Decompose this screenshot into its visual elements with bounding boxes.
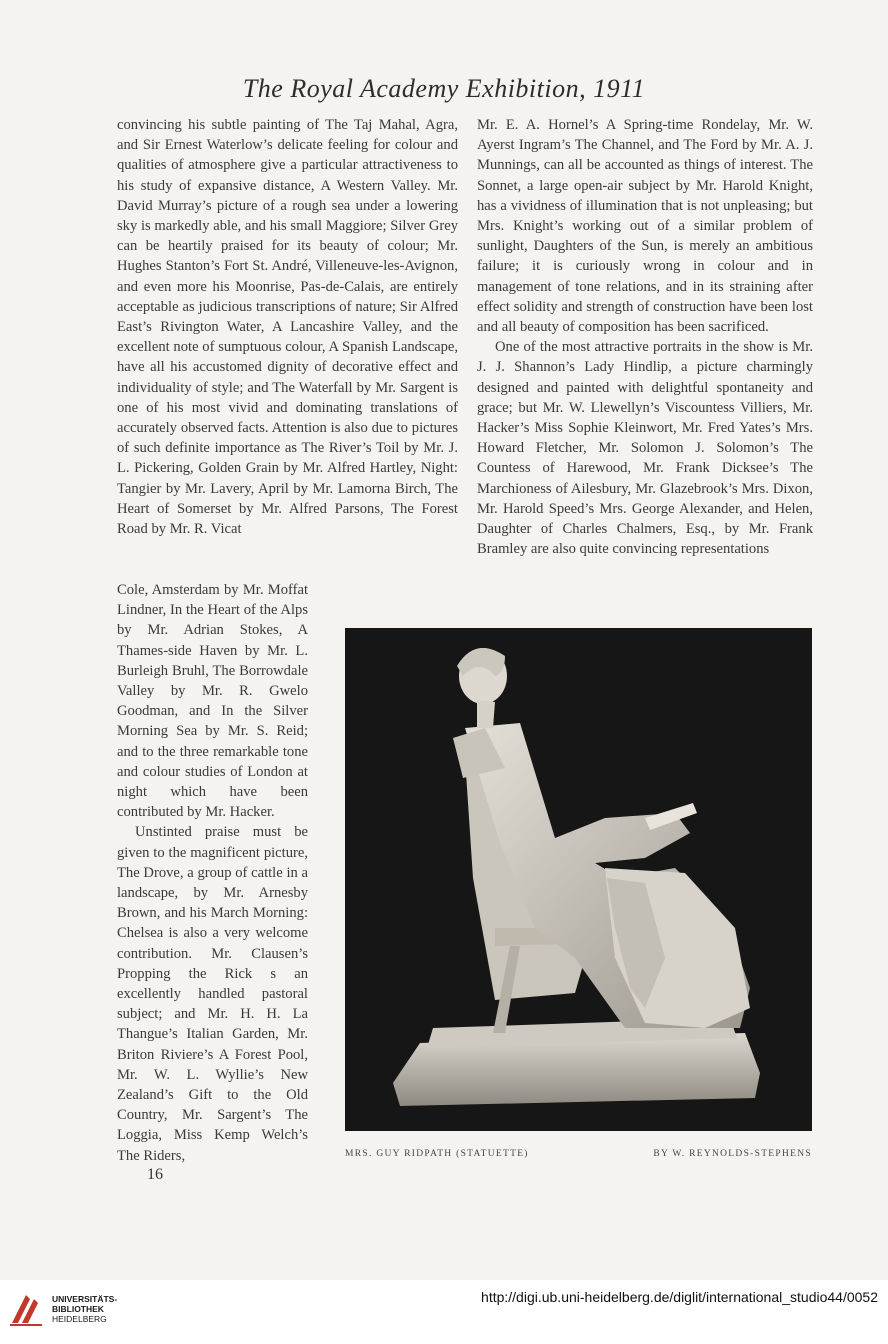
source-url-link[interactable]: http://digi.ub.uni-heidelberg.de/diglit/international_studio44/0052 <box>481 1289 878 1305</box>
left-paragraph-1-continued: Cole, Amsterdam by Mr. Moffat Lindner, In the Heart of the Alps by Mr. Adrian Stokes, A Thames-side Haven by Mr. L. Burleigh Bruhl, The Borrowdale Valley by Mr. R. Gwelo Goodman, and In the Silver Morning Sea by Mr. S. Reid; and to the three remarkable tone and colour studies of London at night which have been contributed by Mr. Hacker. <box>117 582 308 821</box>
caption-artist: BY W. REYNOLDS-STEPHENS <box>653 1149 812 1159</box>
statuette-photograph <box>345 628 812 1131</box>
library-logo-icon[interactable] <box>8 1289 44 1327</box>
caption-title: MRS. GUY RIDPATH (STATUETTE) <box>345 1149 529 1159</box>
right-paragraph-1: Mr. E. A. Hornel’s A Spring-time Rondelay, Mr. W. Ayerst Ingram’s The Channel, and The Ford by Mr. A. J. Munnings, can all be accounted as things of interest. The Sonnet, a large open-air subject by Mr. Harold Knight, has a vividness of illumination that is not unpleasing; but Mrs. Knight’s working out of a similar problem of sunlight, Daughters of the Sun, is merely an ambitious failure; it is curiously wrong in colour and in management of tone relations, and in its straining after effect solidity and strength of construction have been lost and all beauty of composition has been sacrificed. <box>477 117 813 336</box>
right-paragraph-2: One of the most attractive portraits in the show is Mr. J. J. Shannon’s Lady Hindlip, a picture charmingly designed and painted with delightful spontaneity and grace; but Mr. W. Llewellyn’s Viscountess Villiers, Mr. Hacker’s Miss Sophie Kleinwort, Mr. Fred Yates’s Mrs. Howard Fletcher, Mr. Solomon J. Solomon’s The Countess of Harewood, Mr. Frank Dicksee’s The Marchioness of Ailesbury, Mr. Glazebrook’s Mrs. Dixon, Mr. Harold Speed’s Mrs. George Alexander, and Helen, Daughter of Charles Chalmers, Esq., by Mr. Frank Bramley are also quite convincing representations <box>477 339 813 558</box>
running-title: The Royal Academy Exhibition, 1911 <box>242 74 646 103</box>
left-column-narrow <box>117 580 308 1166</box>
right-column <box>477 115 813 559</box>
left-column-top <box>117 115 458 539</box>
statuette-illustration <box>345 628 812 1131</box>
library-name-line-1: UNIVERSITÄTS- <box>52 1294 118 1304</box>
left-paragraph-1: convincing his subtle painting of The Taj Mahal, Agra, and Sir Ernest Waterlow’s delicate feeling for colour and qualities of atmosphere give a particular attractiveness to his study of expansive distance, A Western Valley. Mr. David Murray’s picture of a rough sea under a lowering sky is markedly able, and his small Maggiore; Silver Grey can be heartily praised for its beauty of colour; Mr. Hughes Stanton’s Fort St. André, Villeneuve-les-Avignon, and even more his Moonrise, Pas-de-Calais, are entirely acceptable as judicious transcriptions of nature; Sir Alfred East’s Rivington Water, A Lancashire Valley, and the excellent note of sumptuous colour, A Spanish Landscape, have all his accustomed dignity of decorative effect and individuality of style; and The Waterfall by Mr. Sargent is one of his most vivid and dominating translations of accurately observed facts. Attention is also due to pictures of such definite importance as The River’s Toil by Mr. J. L. Pickering, Golden Grain by Mr. Alfred Hartley, Night: Tangier by Mr. Lavery, April by Mr. Lamorna Birch, The Heart of Somerset by Mr. Alfred Parsons, The Forest Road by Mr. R. Vicat <box>117 117 458 538</box>
library-name-line-3: HEIDELBERG <box>52 1314 107 1324</box>
library-footer <box>0 1280 888 1344</box>
page-number: 16 <box>147 1166 163 1183</box>
library-name-line-2: BIBLIOTHEK <box>52 1304 104 1314</box>
library-name <box>52 1294 117 1324</box>
left-paragraph-2: Unstinted praise must be given to the magnificent picture, The Drove, a group of cattle in a landscape, by Mr. Arnesby Brown, and his March Morning: Chelsea is also a very welcome contribution. Mr. Clausen’s Propping the Rick s an excellently handled pastoral subject; and Mr. H. H. La Thangue’s Italian Garden, Mr. Briton Riviere’s A Forest Pool, Mr. W. L. Wyllie’s New Zealand’s Gift to the Old Country, Mr. Sargent’s The Loggia, Miss Kemp Welch’s The Riders, <box>117 824 308 1164</box>
